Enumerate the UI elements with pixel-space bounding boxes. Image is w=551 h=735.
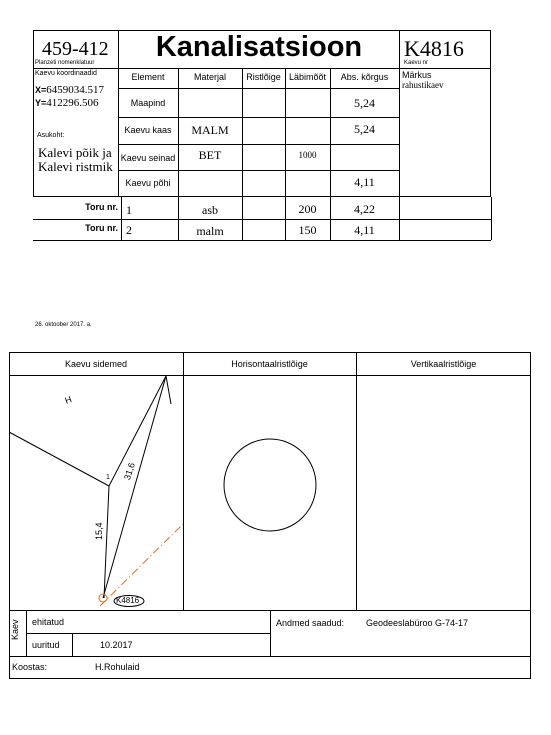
print-date: 26. oktoober 2017. a.	[35, 322, 92, 328]
row-element-ground: Maapind	[130, 98, 166, 108]
col-height: Abs. kõrgus	[340, 72, 389, 82]
col-diameter: Läbimõõt	[288, 72, 327, 82]
row-element-lid: Kaevu kaas	[124, 125, 172, 135]
footer-author-value: H.Rohulaid	[95, 662, 140, 672]
pipe1-diameter: 200	[298, 202, 317, 216]
pipe1-height: 4,22	[354, 202, 375, 216]
sketch-well-label: K4816	[116, 596, 140, 605]
well-number: K4816	[404, 36, 464, 61]
pipe2-diameter: 150	[298, 223, 317, 237]
footer-surveyed-value: 10.2017	[100, 640, 133, 650]
location-line2: Kalevi ristmik	[38, 159, 113, 174]
well-number-label: Kaevu nr	[404, 60, 429, 66]
page-title: Kanalisatsioon	[155, 31, 363, 63]
y-label: Y=	[35, 98, 47, 108]
x-coordinate	[35, 84, 104, 96]
sketch-dim-15-4: 15,4	[94, 522, 104, 540]
coords-label: Kaevu koordinaadid	[35, 70, 97, 77]
footer-surveyed-label: uuritud	[32, 640, 60, 650]
footer-data-value: Geodeeslabüroo G-74-17	[366, 618, 469, 628]
col-remark: Märkus	[402, 70, 432, 80]
x-label: X=	[35, 85, 47, 95]
row-material-lid: MALM	[191, 123, 229, 137]
row-height-lid: 5,24	[354, 122, 375, 136]
sketch-north-label: H	[63, 394, 74, 406]
col-section: Ristlõige	[246, 72, 281, 82]
location-label: Asukoht:	[37, 132, 65, 139]
y-coordinate	[35, 97, 99, 109]
sketch-dim-31-6: 31,6	[122, 461, 137, 482]
row-diameter-walls: 1000	[298, 150, 317, 160]
panel-horizontal-title: Horisontaalristlõige	[231, 359, 308, 369]
pipe1-material: asb	[202, 203, 218, 217]
horizontal-section-circle	[222, 437, 318, 533]
footer-author-label: Koostas:	[12, 662, 48, 672]
pipe1-label: Toru nr.	[85, 202, 118, 212]
y-value: 412296.506	[46, 97, 99, 109]
panel-plan-title: Kaevu sidemed	[64, 359, 128, 369]
col-material: Materjal	[193, 72, 226, 82]
nomenclature-label: Planzeti nomenklatuur	[35, 60, 95, 66]
row-material-walls: BET	[198, 148, 222, 162]
pipe2-height: 4,11	[354, 223, 375, 237]
pipe2-nr: 2	[126, 223, 132, 237]
row-height-ground: 5,24	[354, 96, 375, 110]
row-height-bottom: 4,11	[354, 175, 375, 189]
row-element-walls: Kaevu seinad	[120, 153, 176, 163]
footer-built-label: ehitatud	[32, 617, 65, 627]
col-element: Element	[131, 72, 165, 82]
pipe1-nr: 1	[126, 203, 132, 217]
pipe2-label: Toru nr.	[85, 223, 118, 233]
row-element-bottom: Kaevu põhi	[125, 178, 171, 188]
remark-value: rahustikaev	[402, 80, 444, 90]
plan-sketch	[9, 376, 183, 610]
sketch-point-label: 1	[106, 474, 110, 481]
footer-side-label: Kaev	[10, 619, 20, 640]
footer-data-label: Andmed saadud:	[276, 618, 345, 628]
location-line1: Kalevi põik ja	[38, 145, 112, 160]
x-value: 6459034.517	[46, 84, 105, 96]
panel-vertical-title: Vertikaalristlõige	[410, 359, 477, 369]
pipe2-material: malm	[196, 224, 224, 238]
nomenclature: 459-412	[42, 38, 109, 60]
